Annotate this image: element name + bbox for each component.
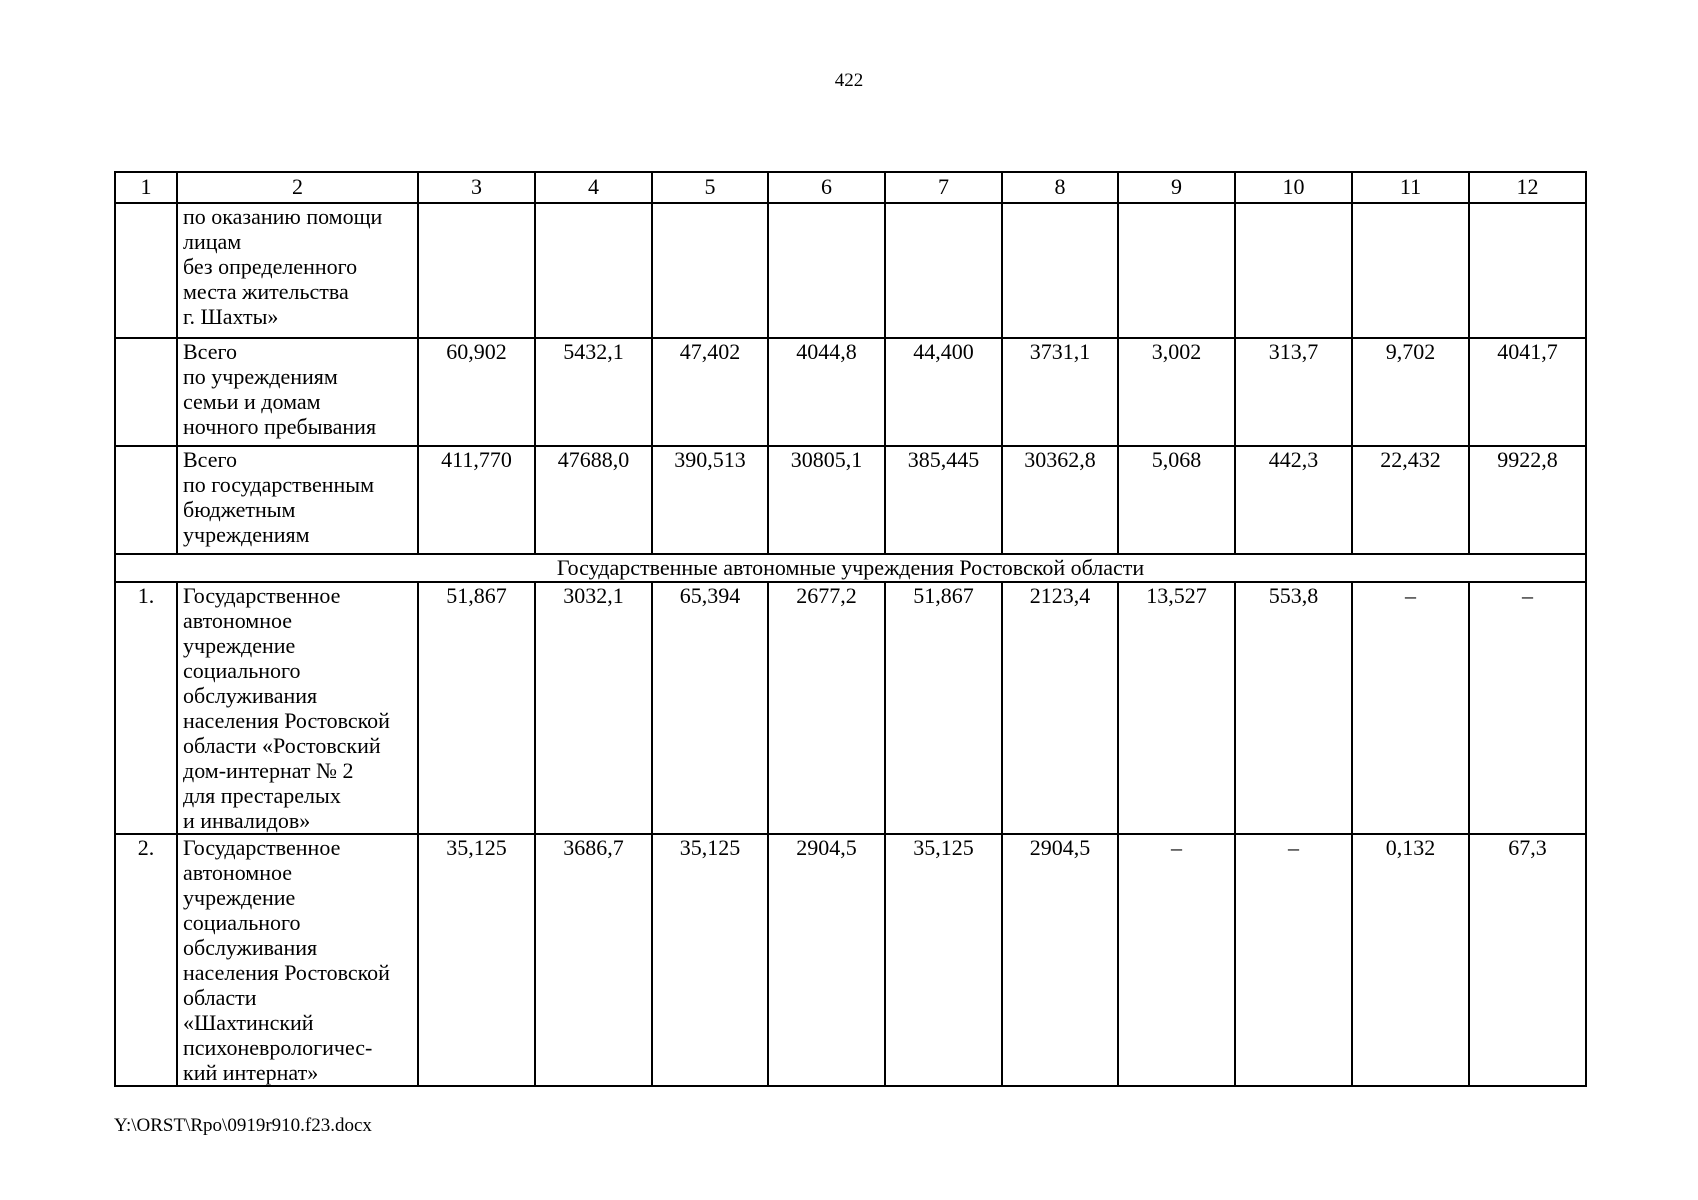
column-number: 8 <box>1002 172 1118 203</box>
page-number: 422 <box>834 70 864 91</box>
row-index: 2. <box>115 834 177 1086</box>
table-row <box>115 338 1586 446</box>
institution-name-line: учреждение <box>183 885 296 910</box>
column-number: 6 <box>768 172 885 203</box>
column-number: 3 <box>418 172 535 203</box>
value-cell <box>885 203 1002 338</box>
data-table <box>114 171 1587 1087</box>
value-cell <box>768 203 885 338</box>
institution-name-line: дом-интернат № 2 <box>183 758 354 783</box>
institution-name-line: и инвалидов» <box>183 808 311 833</box>
column-number: 11 <box>1352 172 1469 203</box>
institution-name-line: ночного пребывания <box>183 414 377 439</box>
value-cell: – <box>1352 582 1469 834</box>
institution-name <box>177 338 418 446</box>
value-cell: 44,400 <box>885 338 1002 446</box>
value-cell: 2677,2 <box>768 582 885 834</box>
value-cell: 65,394 <box>652 582 768 834</box>
institution-name-line: Всего <box>183 339 237 364</box>
table-row <box>115 582 1586 834</box>
table-row <box>115 446 1586 554</box>
institution-name-line: лицам <box>183 229 242 254</box>
value-cell <box>1002 203 1118 338</box>
institution-name-line: населения Ростовской <box>183 960 390 985</box>
section-row <box>115 554 1586 582</box>
institution-name <box>177 834 418 1086</box>
value-cell: 3686,7 <box>535 834 652 1086</box>
value-cell: 3731,1 <box>1002 338 1118 446</box>
institution-name-line: психоневрологичес- <box>183 1035 373 1060</box>
value-cell: 47688,0 <box>535 446 652 554</box>
value-cell: 0,132 <box>1352 834 1469 1086</box>
institution-name-line: бюджетным <box>183 497 296 522</box>
institution-name-line: Государственное <box>183 835 341 860</box>
institution-name <box>177 203 418 338</box>
value-cell: 35,125 <box>652 834 768 1086</box>
footer-file-path: Y:\ORST\Rpo\0919r910.f23.docx <box>114 1115 372 1136</box>
institution-name-line: по учреждениям <box>183 364 338 389</box>
column-number: 2 <box>177 172 418 203</box>
column-number: 10 <box>1235 172 1352 203</box>
value-cell <box>1118 203 1235 338</box>
value-cell <box>1235 203 1352 338</box>
institution-name-line: «Шахтинский <box>183 1010 314 1035</box>
value-cell: 30805,1 <box>768 446 885 554</box>
value-cell: 47,402 <box>652 338 768 446</box>
institution-name-line: автономное <box>183 860 293 885</box>
value-cell: 553,8 <box>1235 582 1352 834</box>
value-cell: – <box>1118 834 1235 1086</box>
row-index <box>115 203 177 338</box>
value-cell: 35,125 <box>885 834 1002 1086</box>
column-number: 7 <box>885 172 1002 203</box>
table-body <box>115 172 1586 1086</box>
institution-name-line: обслуживания <box>183 683 318 708</box>
row-index <box>115 338 177 446</box>
value-cell <box>535 203 652 338</box>
value-cell: 22,432 <box>1352 446 1469 554</box>
institution-name-line: учреждениям <box>183 522 310 547</box>
institution-name-line: области <box>183 985 257 1010</box>
value-cell: 67,3 <box>1469 834 1586 1086</box>
value-cell: 35,125 <box>418 834 535 1086</box>
value-cell: 4044,8 <box>768 338 885 446</box>
institution-name-line: г. Шахты» <box>183 304 279 329</box>
column-number: 9 <box>1118 172 1235 203</box>
institution-name <box>177 582 418 834</box>
institution-name-line: Всего <box>183 447 237 472</box>
institution-name-line: без определенного <box>183 254 358 279</box>
value-cell: 411,770 <box>418 446 535 554</box>
institution-name-line: учреждение <box>183 633 296 658</box>
value-cell: 4041,7 <box>1469 338 1586 446</box>
institution-name-line: социального <box>183 658 301 683</box>
table-row <box>115 203 1586 338</box>
value-cell: – <box>1235 834 1352 1086</box>
column-number: 4 <box>535 172 652 203</box>
value-cell: 9,702 <box>1352 338 1469 446</box>
value-cell: 2123,4 <box>1002 582 1118 834</box>
value-cell: 313,7 <box>1235 338 1352 446</box>
row-index <box>115 446 177 554</box>
column-number: 5 <box>652 172 768 203</box>
institution-name-line: автономное <box>183 608 293 633</box>
value-cell: 5432,1 <box>535 338 652 446</box>
value-cell <box>652 203 768 338</box>
institution-name-line: для престарелых <box>183 783 341 808</box>
institution-name-line: семьи и домам <box>183 389 321 414</box>
value-cell: 5,068 <box>1118 446 1235 554</box>
value-cell: 9922,8 <box>1469 446 1586 554</box>
value-cell: 3,002 <box>1118 338 1235 446</box>
value-cell: 13,527 <box>1118 582 1235 834</box>
value-cell: – <box>1469 582 1586 834</box>
institution-name-line: кий интернат» <box>183 1060 319 1085</box>
value-cell <box>1352 203 1469 338</box>
institution-name-line: социального <box>183 910 301 935</box>
institution-name-line: по оказанию помощи <box>183 204 383 229</box>
section-title: Государственные автономные учреждения Ростовской области <box>115 554 1586 582</box>
column-number: 12 <box>1469 172 1586 203</box>
value-cell: 442,3 <box>1235 446 1352 554</box>
value-cell: 3032,1 <box>535 582 652 834</box>
institution-name-line: места жительства <box>183 279 349 304</box>
value-cell: 51,867 <box>418 582 535 834</box>
institution-name-line: области «Ростовский <box>183 733 381 758</box>
row-index: 1. <box>115 582 177 834</box>
value-cell: 2904,5 <box>1002 834 1118 1086</box>
value-cell: 2904,5 <box>768 834 885 1086</box>
value-cell: 385,445 <box>885 446 1002 554</box>
institution-name-line: по государственным <box>183 472 374 497</box>
institution-name-line: Государственное <box>183 583 341 608</box>
institution-name-line: обслуживания <box>183 935 318 960</box>
value-cell <box>418 203 535 338</box>
value-cell: 390,513 <box>652 446 768 554</box>
institution-name <box>177 446 418 554</box>
column-number: 1 <box>115 172 177 203</box>
value-cell: 30362,8 <box>1002 446 1118 554</box>
column-number-row <box>115 172 1586 203</box>
value-cell: 51,867 <box>885 582 1002 834</box>
table-row <box>115 834 1586 1086</box>
value-cell: 60,902 <box>418 338 535 446</box>
institution-name-line: населения Ростовской <box>183 708 390 733</box>
value-cell <box>1469 203 1586 338</box>
